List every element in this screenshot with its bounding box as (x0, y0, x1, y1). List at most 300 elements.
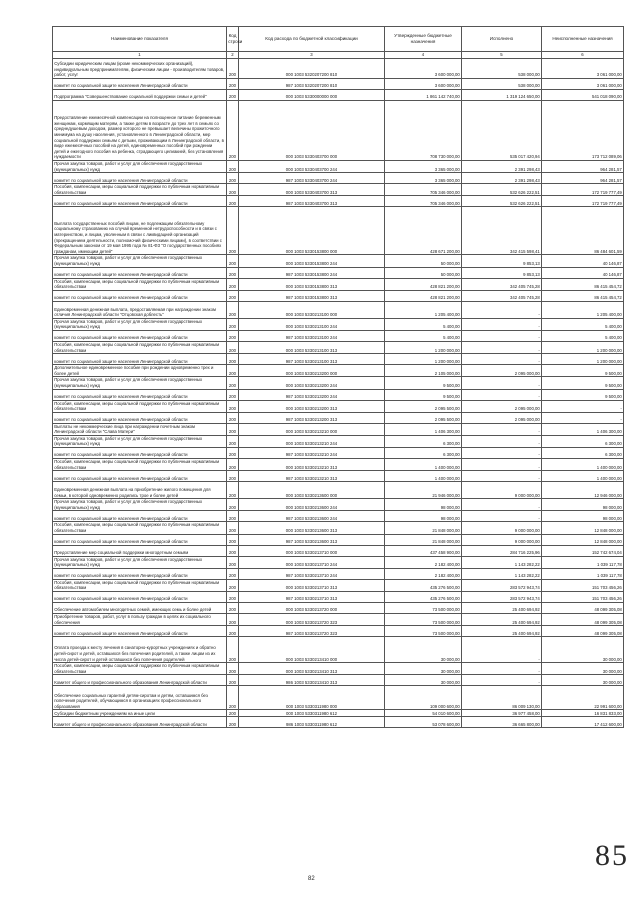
table-row (53, 579, 624, 591)
header-executed: Исполнено (462, 27, 542, 52)
row-code: 200 (227, 534, 239, 545)
table-row (53, 301, 624, 318)
row-unexecuted: - (542, 412, 624, 423)
row-code: 200 (227, 459, 239, 471)
row-unexecuted: 86 415 454,72 (542, 278, 624, 290)
row-name: Выплаты не некоммерческие лица при награждении почетным знаком Ленинградской области "Слава Матери" (53, 423, 227, 435)
column-number: 4 (385, 52, 462, 59)
table-row (53, 663, 624, 675)
row-approved: 428 821 200,00 (385, 278, 462, 290)
row-code: 200 (227, 365, 239, 377)
table-row (53, 592, 624, 603)
row-unexecuted: 9 500,00 (542, 365, 624, 377)
row-approved: 1 200 000,00 (385, 341, 462, 353)
row-approved: 50 000,00 (385, 267, 462, 278)
row-budget-code: 987 1003 5330403700 244 (239, 173, 385, 184)
row-approved: 30 000,00 (385, 637, 462, 663)
row-approved: 21 848 000,00 (385, 534, 462, 545)
row-budget-code: 987 1003 5330403700 313 (239, 196, 385, 207)
row-approved: 3 600 000,00 (385, 59, 462, 79)
table-row (53, 365, 624, 377)
table-row (53, 499, 624, 511)
row-approved: 21 848 000,00 (385, 522, 462, 534)
row-code: 200 (227, 423, 239, 435)
row-code: 200 (227, 637, 239, 663)
row-unexecuted: 98 000,00 (542, 511, 624, 522)
row-code: 200 (227, 207, 239, 255)
row-executed: 532 626 222,51 (462, 196, 542, 207)
table-row (53, 389, 624, 400)
row-name: Прочая закупка товаров, работ и услуг для обеспечения государственных (муниципальных) нужд (53, 435, 227, 447)
row-code: 200 (227, 255, 239, 267)
row-approved: 435 276 500,00 (385, 592, 462, 603)
table-row (53, 522, 624, 534)
row-unexecuted: 22 991 600,00 (542, 686, 624, 710)
table-row (53, 675, 624, 686)
row-code: 200 (227, 377, 239, 389)
row-unexecuted: 86 484 601,59 (542, 207, 624, 255)
row-executed: - (462, 637, 542, 663)
row-approved: 1 861 142 740,00 (385, 90, 462, 101)
table-row (53, 637, 624, 663)
row-unexecuted: 6 300,00 (542, 448, 624, 459)
row-budget-code: 987 1003 5330213100 244 (239, 330, 385, 341)
row-code: 200 (227, 545, 239, 556)
row-code: 200 (227, 556, 239, 568)
row-unexecuted: 48 099 305,08 (542, 626, 624, 637)
row-budget-code: 000 1003 5330213710 000 (239, 545, 385, 556)
row-budget-code: 987 1003 5330213710 313 (239, 592, 385, 603)
row-executed: 538 000,00 (462, 59, 542, 79)
column-number: 3 (239, 52, 385, 59)
table-row (53, 459, 624, 471)
row-name: Предоставление мер социальной поддержки многодетным семьям (53, 545, 227, 556)
row-name: комитет по социальной защите населения Ленинградской области (53, 79, 227, 90)
row-unexecuted: 30 000,00 (542, 637, 624, 663)
row-unexecuted: 172 719 777,49 (542, 196, 624, 207)
row-code: 200 (227, 675, 239, 686)
row-approved: 428 821 200,00 (385, 290, 462, 301)
row-code: 200 (227, 318, 239, 330)
row-unexecuted: 172 719 777,49 (542, 184, 624, 196)
table-row (53, 101, 624, 161)
row-executed: 284 716 225,96 (462, 545, 542, 556)
row-budget-code: 987 1003 5330153800 244 (239, 267, 385, 278)
row-budget-code: 000 1003 5330311980 000 (239, 686, 385, 710)
row-executed: 283 572 943,74 (462, 579, 542, 591)
row-approved: 3 365 000,00 (385, 161, 462, 173)
row-name: Прочая закупка товаров, работ и услуг для обеспечения государственных (муниципальных) нужд (53, 255, 227, 267)
table-row (53, 482, 624, 499)
row-code: 200 (227, 278, 239, 290)
budget-execution-table (52, 26, 624, 728)
column-number: 1 (53, 52, 227, 59)
row-name: комитет по социальной защите населения Ленинградской области (53, 196, 227, 207)
row-name: Пособия, компенсации, меры социальной поддержки по публичным нормативным обязательствам (53, 522, 227, 534)
archive-stamp-number: 85 (595, 839, 629, 872)
table-row (53, 710, 624, 717)
row-executed: 2 095 000,00 (462, 412, 542, 423)
row-budget-code: 987 1003 5330213720 323 (239, 626, 385, 637)
row-executed: - (462, 459, 542, 471)
row-executed: 532 626 222,51 (462, 184, 542, 196)
row-name: Предоставление ежемесячной компенсации на полноценное питание беременным женщинам, кормящим матерям, а также детям в возрасте до трех лет в семьях со среднедушевым доходом, размер которого не превышает величины прожиточного минимума на душу населения, установленного в Ленинградской области, мер социальной поддержки семьям с детьми, проживающим в Ленинградской области, в виде ежемесячных пособий на детей, единовременных пособий при рождении детей и ежегодного пособия на ребенка, страдающего целиакией, без установления нуждаемости (53, 101, 227, 161)
row-unexecuted: 86 415 454,72 (542, 290, 624, 301)
row-name: комитет по социальной защите населения Ленинградской области (53, 412, 227, 423)
row-budget-code: 000 1003 5330153800 313 (239, 278, 385, 290)
budget-report-sheet (52, 26, 623, 728)
header-code: Код строки (227, 27, 239, 52)
row-unexecuted: 151 703 456,26 (542, 579, 624, 591)
row-name: Прочая закупка товаров, работ и услуг для обеспечения государственных (муниципальных) нужд (53, 556, 227, 568)
table-row (53, 377, 624, 389)
row-code: 200 (227, 400, 239, 412)
row-approved: 1 400 000,00 (385, 459, 462, 471)
row-budget-code: 000 1003 5330213410 000 (239, 637, 385, 663)
row-unexecuted: 98 000,00 (542, 499, 624, 511)
row-name: Субсидии юридическим лицам (кроме некоммерческих организаций), индивидуальным предпринимателям, физическим лицам - производителям товаров, работ, услуг (53, 59, 227, 79)
row-unexecuted: 9 500,00 (542, 389, 624, 400)
row-budget-code: 986 1003 5330213410 313 (239, 675, 385, 686)
row-unexecuted: 1 406 300,00 (542, 423, 624, 435)
row-approved: 73 500 000,00 (385, 626, 462, 637)
row-executed: 25 400 694,92 (462, 614, 542, 626)
row-approved: 1 200 000,00 (385, 354, 462, 365)
row-executed: 2 095 000,00 (462, 365, 542, 377)
row-code: 200 (227, 579, 239, 591)
table-row (53, 173, 624, 184)
row-budget-code: 987 1003 5330213200 313 (239, 412, 385, 423)
row-code: 200 (227, 301, 239, 318)
table-row (53, 255, 624, 267)
row-executed: 36 977 458,00 (462, 710, 542, 717)
row-approved: 9 500,00 (385, 377, 462, 389)
row-budget-code: 987 1003 5330213600 313 (239, 534, 385, 545)
table-row (53, 59, 624, 79)
row-budget-code: 986 1003 5330311980 612 (239, 717, 385, 728)
row-unexecuted: 1 400 000,00 (542, 471, 624, 482)
table-row (53, 267, 624, 278)
row-approved: 73 500 000,00 (385, 603, 462, 614)
row-budget-code: 000 1003 5330213600 000 (239, 482, 385, 499)
row-name: Дополнительное единовременное пособие при рождении одновременно трех и более детей (53, 365, 227, 377)
row-executed: 2 391 298,43 (462, 173, 542, 184)
row-budget-code: 000 1003 5330213710 313 (239, 579, 385, 591)
row-budget-code: 987 1003 5330213210 313 (239, 471, 385, 482)
row-unexecuted: 48 099 305,08 (542, 603, 624, 614)
row-code: 200 (227, 482, 239, 499)
row-executed: 342 405 745,28 (462, 278, 542, 290)
row-executed: 9 000 000,00 (462, 534, 542, 545)
column-number-row (53, 52, 624, 59)
row-approved: 54 010 600,00 (385, 710, 462, 717)
row-name: Пособия, компенсации, меры социальной поддержки по публичным нормативным обязательствам (53, 400, 227, 412)
table-row (53, 423, 624, 435)
row-approved: 2 095 500,00 (385, 412, 462, 423)
row-unexecuted: 40 146,87 (542, 255, 624, 267)
row-name: Единовременная денежная выплата, предоставляемая при награждении знаком отличия Ленинградской области "Отцовская доблесть" (53, 301, 227, 318)
row-approved: 705 346 000,00 (385, 196, 462, 207)
row-code: 200 (227, 435, 239, 447)
row-unexecuted: 12 848 000,00 (542, 534, 624, 545)
table-row (53, 318, 624, 330)
page-number: 82 (308, 876, 315, 882)
row-name: Прочая закупка товаров, работ и услуг для обеспечения государственных (муниципальных) нужд (53, 161, 227, 173)
row-budget-code: 000 1003 5330403700 000 (239, 101, 385, 161)
row-budget-code: 000 1003 5330213210 313 (239, 459, 385, 471)
table-row (53, 278, 624, 290)
row-code: 200 (227, 330, 239, 341)
row-budget-code: 987 1003 5330213710 244 (239, 568, 385, 579)
row-code: 200 (227, 184, 239, 196)
row-executed: - (462, 499, 542, 511)
table-row (53, 545, 624, 556)
row-budget-code: 000 1003 5330213100 000 (239, 301, 385, 318)
row-budget-code: 987 1003 5330213600 244 (239, 511, 385, 522)
row-name: Выплата государственных пособий лицам, не подлежащим обязательному социальному страхованию на случай временной нетрудоспособности и в связи с материнством, и лицам, уволенным в связи с ликвидацией организаций (прекращением деятельности, полномочий физическими лицами), в соответствии с Федеральным законом от 19 мая 1995 года № 81-ФЗ "О государственных пособиях гражданам, имеющим детей" (53, 207, 227, 255)
row-name: Оплата проезда к месту лечения в санаторно-курортных учреждениях и обратно детей-сирот и детей, оставшихся без попечения родителей, а также лицам из их числа детей-сирот и детей оставшихся без попечения родителей (53, 637, 227, 663)
row-unexecuted: 48 099 305,08 (542, 614, 624, 626)
row-unexecuted: 541 018 090,00 (542, 90, 624, 101)
row-code: 200 (227, 603, 239, 614)
row-unexecuted: 1 200 000,00 (542, 354, 624, 365)
row-name: комитет по социальной защите населения Ленинградской области (53, 389, 227, 400)
row-budget-code: 000 1003 5330153800 244 (239, 255, 385, 267)
row-executed: - (462, 675, 542, 686)
row-approved: 437 458 900,00 (385, 545, 462, 556)
row-name: комитет по социальной защите населения Ленинградской области (53, 173, 227, 184)
header-name: Наименование показателя (53, 27, 227, 52)
table-row (53, 196, 624, 207)
row-code: 200 (227, 354, 239, 365)
row-code: 200 (227, 663, 239, 675)
row-budget-code: 000 1003 5330213210 000 (239, 423, 385, 435)
row-unexecuted: 17 412 600,00 (542, 717, 624, 728)
row-name: Пособия, компенсации, меры социальной поддержки по публичным нормативным обязательствам (53, 459, 227, 471)
row-unexecuted: 964 281,57 (542, 173, 624, 184)
row-approved: 98 000,00 (385, 499, 462, 511)
row-approved: 21 946 000,00 (385, 482, 462, 499)
row-code: 200 (227, 90, 239, 101)
row-approved: 705 346 000,00 (385, 184, 462, 196)
table-row (53, 412, 624, 423)
row-unexecuted: 30 000,00 (542, 675, 624, 686)
row-budget-code: 987 1003 5330153800 313 (239, 290, 385, 301)
row-budget-code: 987 1003 5330213210 244 (239, 448, 385, 459)
row-code: 200 (227, 448, 239, 459)
row-executed: - (462, 435, 542, 447)
row-name: Пособия, компенсации, меры социальной поддержки по публичным нормативным обязательствам (53, 341, 227, 353)
table-row (53, 471, 624, 482)
row-executed: - (462, 377, 542, 389)
row-approved: 435 276 500,00 (385, 579, 462, 591)
row-budget-code: 987 1003 5330213200 244 (239, 389, 385, 400)
row-code: 200 (227, 686, 239, 710)
row-budget-code: 000 1003 5330213600 313 (239, 522, 385, 534)
row-executed: 342 415 598,41 (462, 207, 542, 255)
row-unexecuted: 1 039 117,78 (542, 556, 624, 568)
row-code: 200 (227, 412, 239, 423)
row-name: комитет по социальной защите населения Ленинградской области (53, 534, 227, 545)
row-executed: - (462, 663, 542, 675)
row-name: комитет по социальной защите населения Ленинградской области (53, 267, 227, 278)
row-executed: 9 853,13 (462, 255, 542, 267)
row-approved: 109 000 600,00 (385, 686, 462, 710)
row-name: Прочая закупка товаров, работ и услуг для обеспечения государственных (муниципальных) нужд (53, 499, 227, 511)
row-unexecuted: 964 281,57 (542, 161, 624, 173)
row-budget-code: 000 1003 5330403700 244 (239, 161, 385, 173)
row-executed: 1 319 124 650,00 (462, 90, 542, 101)
row-budget-code: 000 1003 5330213200 313 (239, 400, 385, 412)
row-name: Комитет общего и профессионального образования Ленинградской области (53, 717, 227, 728)
row-approved: 5 400,00 (385, 330, 462, 341)
row-executed: 535 017 420,94 (462, 101, 542, 161)
table-row (53, 354, 624, 365)
row-executed: - (462, 511, 542, 522)
row-code: 200 (227, 522, 239, 534)
row-unexecuted: 12 946 000,00 (542, 482, 624, 499)
row-unexecuted: 1 400 000,00 (542, 459, 624, 471)
row-budget-code: 987 1003 5330213100 313 (239, 354, 385, 365)
row-code: 200 (227, 290, 239, 301)
row-executed: - (462, 471, 542, 482)
row-unexecuted: 151 703 456,26 (542, 592, 624, 603)
row-name: комитет по социальной защите населения Ленинградской области (53, 448, 227, 459)
row-unexecuted: 173 712 089,06 (542, 101, 624, 161)
table-row (53, 614, 624, 626)
row-executed: 283 572 943,74 (462, 592, 542, 603)
table-row (53, 341, 624, 353)
row-code: 200 (227, 173, 239, 184)
row-executed: 9 000 000,00 (462, 482, 542, 499)
table-body (53, 59, 624, 728)
row-code: 200 (227, 196, 239, 207)
row-executed: - (462, 318, 542, 330)
row-code: 200 (227, 717, 239, 728)
row-executed: 2 391 298,43 (462, 161, 542, 173)
column-number: 5 (462, 52, 542, 59)
row-name: комитет по социальной защите населения Ленинградской области (53, 471, 227, 482)
table-header-row (53, 27, 624, 52)
row-executed: - (462, 341, 542, 353)
row-budget-code: 000 1003 5330213720 000 (239, 603, 385, 614)
row-executed: 86 009 130,00 (462, 686, 542, 710)
row-budget-code: 000 1003 5330403700 313 (239, 184, 385, 196)
row-approved: 50 000,00 (385, 255, 462, 267)
row-approved: 73 500 000,00 (385, 614, 462, 626)
row-unexecuted: 12 848 000,00 (542, 522, 624, 534)
row-unexecuted: 16 831 833,00 (542, 710, 624, 717)
table-row (53, 79, 624, 90)
row-unexecuted: 1 205 400,00 (542, 301, 624, 318)
row-name: комитет по социальной защите населения Ленинградской области (53, 330, 227, 341)
table-row (53, 207, 624, 255)
row-executed: 25 400 694,92 (462, 603, 542, 614)
table-row (53, 400, 624, 412)
row-executed: - (462, 330, 542, 341)
row-executed: 25 400 694,92 (462, 626, 542, 637)
row-name: комитет по социальной защите населения Ленинградской области (53, 592, 227, 603)
row-approved: 428 671 200,00 (385, 207, 462, 255)
table-row (53, 717, 624, 728)
row-name: Пособия, компенсации, меры социальной поддержки по публичным нормативным обязательствам (53, 278, 227, 290)
row-name: комитет по социальной защите населения Ленинградской области (53, 568, 227, 579)
table-row (53, 184, 624, 196)
row-name: Обеспечение автомобилем многодетных семей, имеющих семь и более детей (53, 603, 227, 614)
row-executed: - (462, 301, 542, 318)
row-budget-code: 000 1003 5330213210 244 (239, 435, 385, 447)
header-unexecuted: Неисполненные назначения (542, 27, 624, 52)
row-budget-code: 000 1003 5330311980 612 (239, 710, 385, 717)
row-executed: - (462, 448, 542, 459)
row-name: Подпрограмма "Совершенствование социальной поддержки семьи и детей" (53, 90, 227, 101)
header-budget-code: Код расхода по бюджетной классификации (239, 27, 385, 52)
row-code: 200 (227, 471, 239, 482)
row-name: Субсидии бюджетным учреждениям на иные цели (53, 710, 227, 717)
row-executed: 538 000,00 (462, 79, 542, 90)
row-approved: 6 300,00 (385, 435, 462, 447)
row-code: 200 (227, 79, 239, 90)
row-approved: 30 000,00 (385, 675, 462, 686)
row-approved: 708 730 000,00 (385, 101, 462, 161)
row-executed: - (462, 389, 542, 400)
row-approved: 1 400 000,00 (385, 471, 462, 482)
row-executed: 1 143 282,22 (462, 556, 542, 568)
table-row (53, 435, 624, 447)
table-row (53, 330, 624, 341)
column-number: 6 (542, 52, 624, 59)
row-budget-code: 987 1003 5320207200 810 (239, 79, 385, 90)
table-row (53, 686, 624, 710)
row-approved: 2 182 400,00 (385, 568, 462, 579)
row-code: 200 (227, 626, 239, 637)
row-name: Пособия, компенсации, меры социальной поддержки по публичным нормативным обязательствам (53, 184, 227, 196)
row-code: 200 (227, 592, 239, 603)
row-approved: 30 000,00 (385, 663, 462, 675)
row-code: 200 (227, 499, 239, 511)
table-row (53, 161, 624, 173)
row-code: 200 (227, 341, 239, 353)
row-code: 200 (227, 267, 239, 278)
row-budget-code: 000 1003 5330000000 000 (239, 90, 385, 101)
row-name: комитет по социальной защите населения Ленинградской области (53, 354, 227, 365)
row-executed: 2 095 000,00 (462, 400, 542, 412)
table-row (53, 568, 624, 579)
row-approved: 3 600 000,00 (385, 79, 462, 90)
row-approved: 9 500,00 (385, 389, 462, 400)
row-budget-code: 000 1003 5330213710 244 (239, 556, 385, 568)
row-code: 200 (227, 389, 239, 400)
row-budget-code: 000 1003 5330213410 313 (239, 663, 385, 675)
row-approved: 1 205 400,00 (385, 301, 462, 318)
row-budget-code: 000 1003 5330213200 244 (239, 377, 385, 389)
column-number: 2 (227, 52, 239, 59)
row-name: Пособия, компенсации, меры социальной поддержки по публичным нормативным обязательствам (53, 663, 227, 675)
table-row (53, 290, 624, 301)
row-unexecuted: 3 061 000,00 (542, 79, 624, 90)
row-budget-code: 000 1003 5330213720 323 (239, 614, 385, 626)
table-row (53, 90, 624, 101)
table-row (53, 556, 624, 568)
row-approved: 53 078 600,00 (385, 717, 462, 728)
table-row (53, 626, 624, 637)
row-unexecuted: 5 400,00 (542, 318, 624, 330)
row-unexecuted: 152 742 674,04 (542, 545, 624, 556)
row-name: Единовременная денежная выплата на приобретение жилого помещения для семьи, в которой одновременно родились трое и более детей (53, 482, 227, 499)
row-unexecuted: 1 200 000,00 (542, 341, 624, 353)
row-budget-code: 000 1003 5330213200 000 (239, 365, 385, 377)
row-name: комитет по социальной защите населения Ленинградской области (53, 290, 227, 301)
